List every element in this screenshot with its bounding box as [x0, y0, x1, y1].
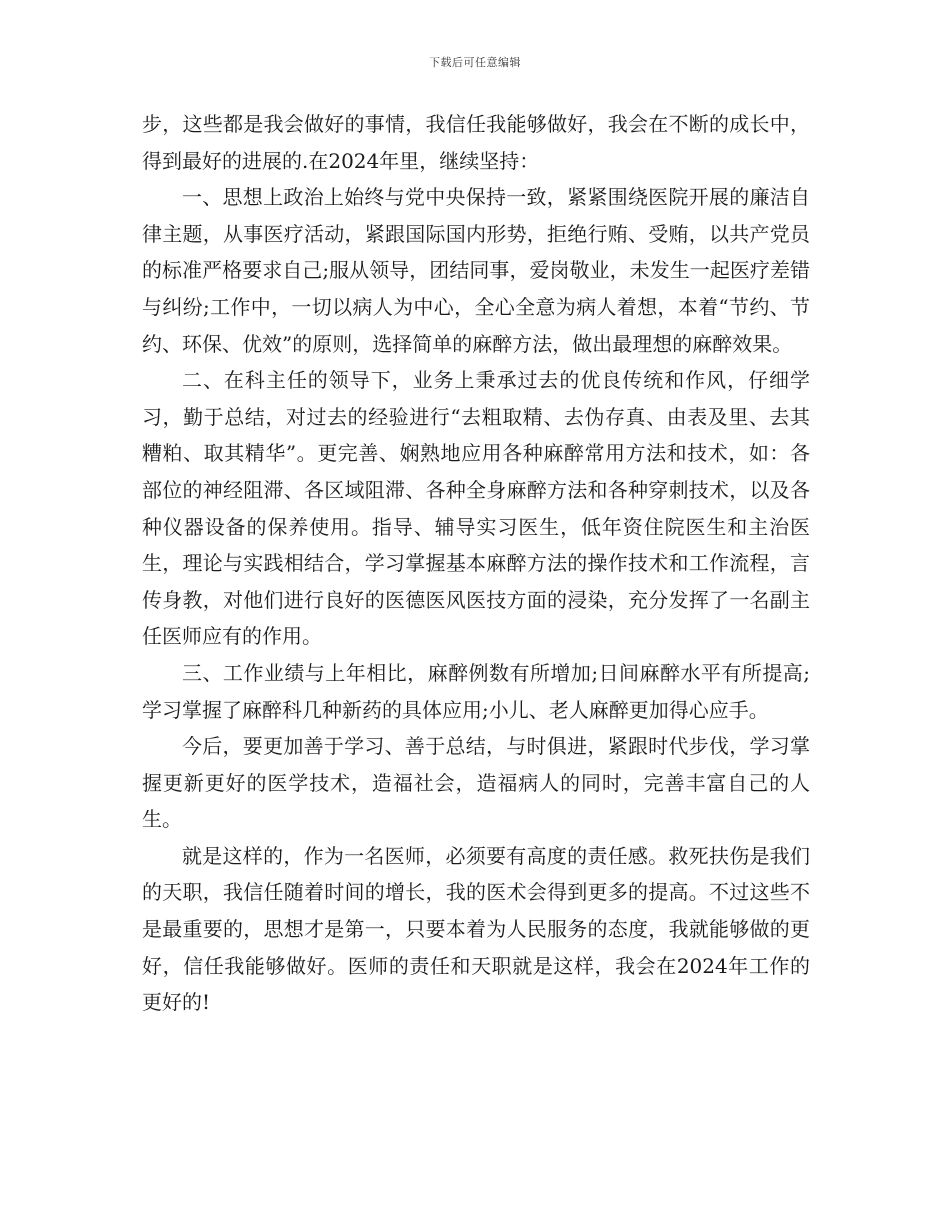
document-body — [142, 106, 810, 1021]
paragraph-intro: 步，这些都是我会做好的事情，我信任我能够做好，我会在不断的成长中，得到最好的进展的.在2024年里，继续坚持： — [142, 112, 810, 173]
paragraph-point-one: 一、思想上政治上始终与党中央保持一致，紧紧围绕医院开展的廉洁自律主题，从事医疗活动，紧跟国际国内形势，拒绝行贿、受贿，以共产党员的标准严格要求自己;服从领导，团结同事，爱岗敬业，未发生一起医疗差错与纠纷;工作中，一切以病人为中心，全心全意为病人着想，本着“节约、节约、环保、优效”的原则，选择简单的麻醉方法，做出最理想的麻醉效果。 — [142, 185, 810, 356]
paragraph-future-plan: 今后，要更加善于学习、善于总结，与时俱进，紧跟时代步伐，学习掌握更新更好的医学技术，造福社会，造福病人的同时，完善丰富自己的人生。 — [142, 734, 810, 832]
paragraph-point-three: 三、工作业绩与上年相比，麻醉例数有所增加;日间麻醉水平有所提高;学习掌握了麻醉科几种新药的具体应用;小儿、老人麻醉更加得心应手。 — [142, 660, 810, 722]
page-header: 下载后可任意编辑 — [429, 56, 521, 69]
paragraph-point-two: 二、在科主任的领导下，业务上秉承过去的优良传统和作风，仔细学习，勤于总结，对过去的经验进行“去粗取精、去伪存真、由表及里、去其糟粕、取其精华”。更完善、娴熟地应用各种麻醉常用方法和技术，如：各部位的神经阻滞、各区域阻滞、各种全身麻醉方法和各种穿刺技术，以及各种仪器设备的保养使用。指导、辅导实习医生，低年资住院医生和主治医生，理论与实践相结合，学习掌握基本麻醉方法的操作技术和工作流程，言传身教，对他们进行良好的医德医风医技方面的浸染，充分发挥了一名副主任医师应有的作用。 — [142, 368, 810, 649]
paragraph-conclusion: 就是这样的，作为一名医师，必须要有高度的责任感。救死扶伤是我们的天职，我信任随着时间的增长，我的医术会得到更多的提高。不过这些不是最重要的，思想才是第一，只要本着为人民服务的态度，我就能够做的更好，信任我能够做好。医师的责任和天职就是这样，我会在2024年工作的更好的! — [142, 843, 810, 1015]
